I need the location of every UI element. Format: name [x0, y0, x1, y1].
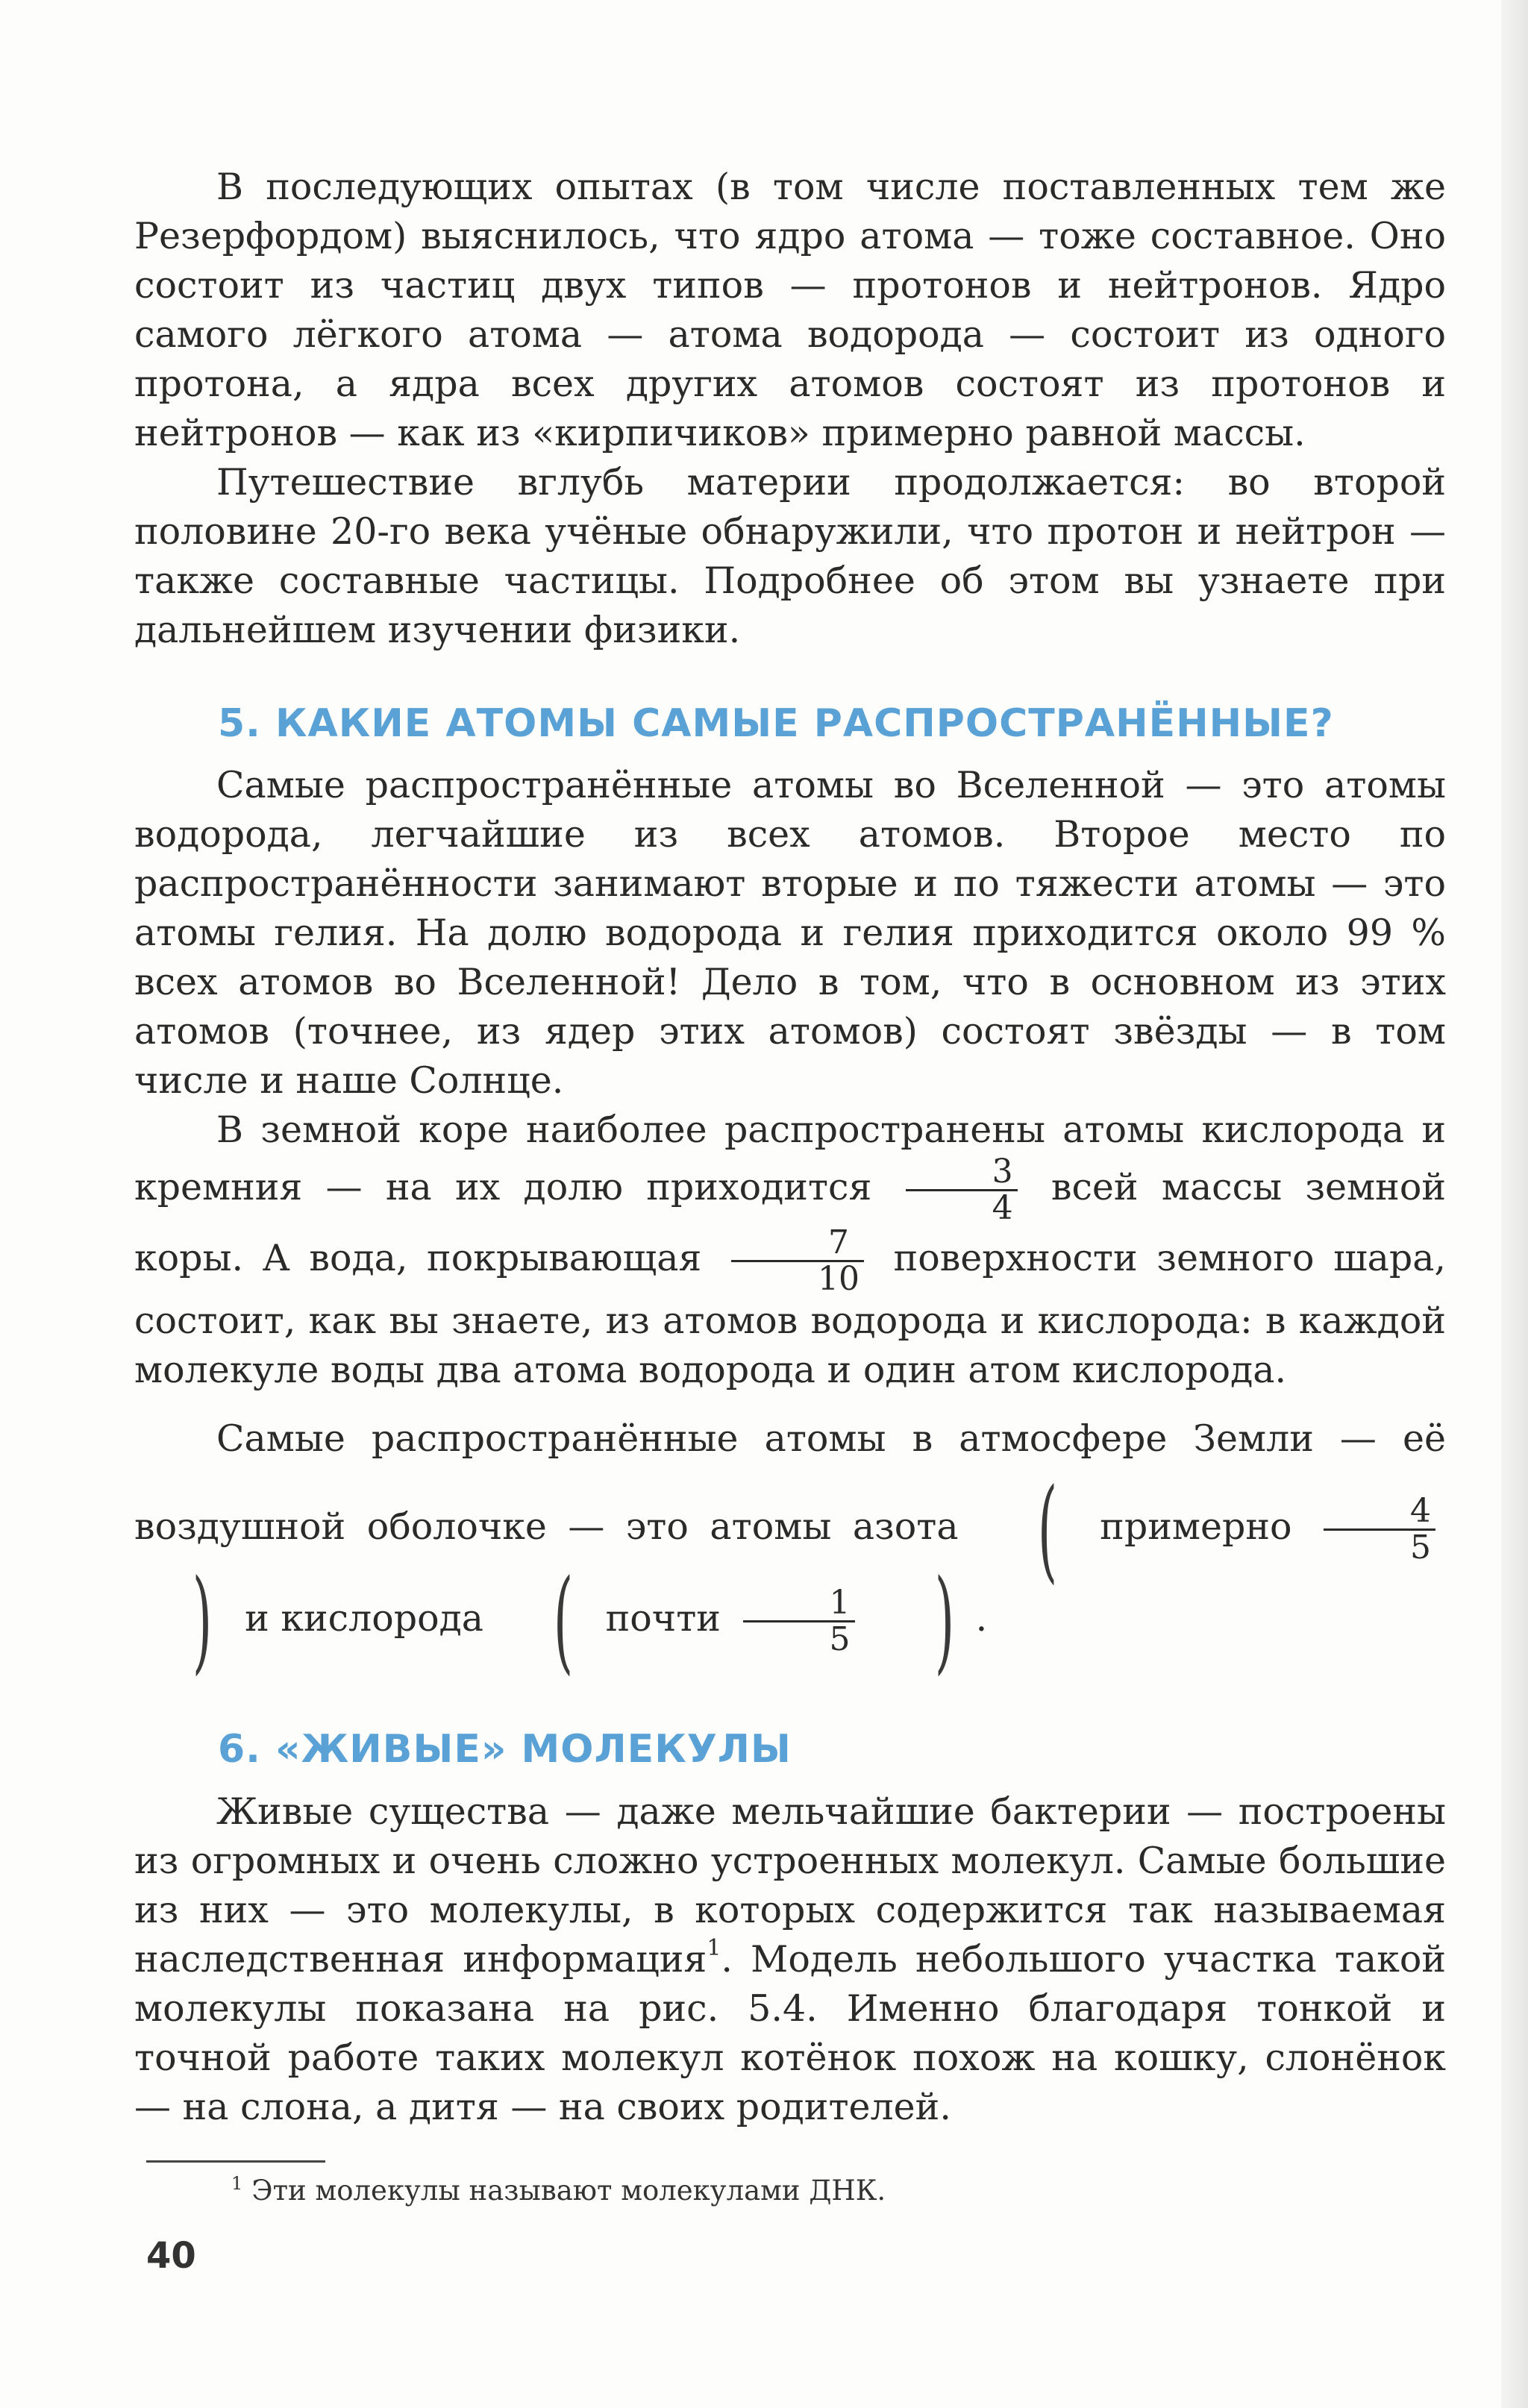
fraction-denominator: 5: [743, 1620, 855, 1657]
crust-text-a: В земной коре наиболее распространены атомы кислорода и кремния — на их долю приходится: [134, 1109, 1446, 1208]
paragraph-universe-atoms: Самые распространённые атомы во Вселенной — это атомы водорода, легчайшие из всех атомов. Второе место по распространённости занимают вторые и по тяжести атомы — это атомы гелия. На долю водорода и гелия приходится около 99 % всех атомов во Вселенной! Дело в том, что в основном из этих атомов (точнее, из ядер этих атомов) состоят звёзды — в том числе и наше Солнце.: [134, 764, 1446, 1102]
intro-text-block: [134, 163, 1446, 655]
paragraph-earth-crust: [134, 1106, 1446, 1395]
section-5-heading: 5. КАКИЕ АТОМЫ САМЫЕ РАСПРОСТРАНЁННЫЕ?: [218, 701, 1334, 746]
paren-close: ): [934, 1556, 955, 1686]
fraction-three-quarters: [906, 1155, 1018, 1226]
living-text-b: . Модель небольшого участка такой молекулы показана на рис. 5.4. Именно благодаря тонкой и точной работе таких молекул котёнок похож на кошку, слонёнок — на слона, а дитя — на своих родителей.: [134, 1938, 1446, 2128]
paragraph-atmosphere: [134, 1395, 1446, 1686]
fraction-four-fifths: [1324, 1494, 1435, 1565]
fraction-numerator: 1: [829, 1583, 851, 1622]
section-6-body: [134, 1787, 1446, 2132]
footnote-ref: 1: [707, 1935, 721, 1961]
paragraph-nucleus: В последующих опытах (в том числе поставленных тем же Резерфордом) выяснилось, что ядро атома — тоже составное. Оно состоит из частиц двух типов — протонов и нейтронов. Ядро самого лёгкого атома — атома водорода — состоит из одного протона, а ядра всех других атомов состоят из протонов и нейтронов — как из «кирпичиков» примерно равной массы.: [134, 166, 1446, 454]
fraction-numerator: 7: [827, 1223, 849, 1261]
fraction-denominator: 10: [731, 1260, 864, 1297]
crust-text-c: поверхности земного шара, состоит, как вы знаете, из атомов водорода и кислорода: в каждой молекуле воды два атома водорода и один атом кислорода.: [134, 1237, 1446, 1391]
footnote-divider: [146, 2160, 325, 2163]
paren-open: (: [553, 1556, 573, 1686]
section-6-heading: 6. «ЖИВЫЕ» МОЛЕКУЛЫ: [218, 1727, 792, 1772]
atmosphere-text-b: и кислорода: [245, 1596, 483, 1640]
section-5-body: [134, 761, 1446, 1686]
paren-close: ): [192, 1556, 213, 1686]
fraction-denominator: 5: [1324, 1528, 1435, 1565]
paragraph-journey: Путешествие вглубь материи продолжается: во второй половине 20-го века учёные обнаружили, что протон и нейтрон — также составные частицы. Подробнее об этом вы узнаете при дальнейшем изучении физики.: [134, 461, 1446, 651]
fraction-one-fifth: [743, 1583, 855, 1658]
footnote: [231, 2165, 886, 2210]
almost-label: почти: [605, 1596, 721, 1640]
living-text-a: Живые существа — даже мельчайшие бактерии — построены из огромных и очень сложно устроенных молекул. Самые большие из них — это молекулы, в которых содержится так называемая наследственная информация: [134, 1790, 1446, 1981]
fraction-numerator: 4: [1410, 1492, 1432, 1530]
fraction-seven-tenths: [731, 1223, 864, 1298]
footnote-text: Эти молекулы называют молекулами ДНК.: [251, 2175, 886, 2207]
paren-open: (: [1037, 1464, 1058, 1595]
page-edge-shadow: [1501, 0, 1528, 2408]
fraction-denominator: 4: [906, 1189, 1018, 1226]
approx-label: примерно: [1100, 1505, 1292, 1548]
atmosphere-text-a: Самые распространённые атомы в атмосфере Земли — её воздушной оболочке — это атомы азота: [134, 1417, 1446, 1548]
footnote-marker: 1: [231, 2173, 243, 2194]
crust-text-b: всей массы земной коры. А вода, покрывающая: [134, 1166, 1446, 1279]
paragraph-living-molecules: [134, 1787, 1446, 2132]
fraction-numerator: 3: [992, 1153, 1013, 1191]
sentence-end: .: [975, 1596, 988, 1640]
page-number: 40: [146, 2235, 196, 2277]
